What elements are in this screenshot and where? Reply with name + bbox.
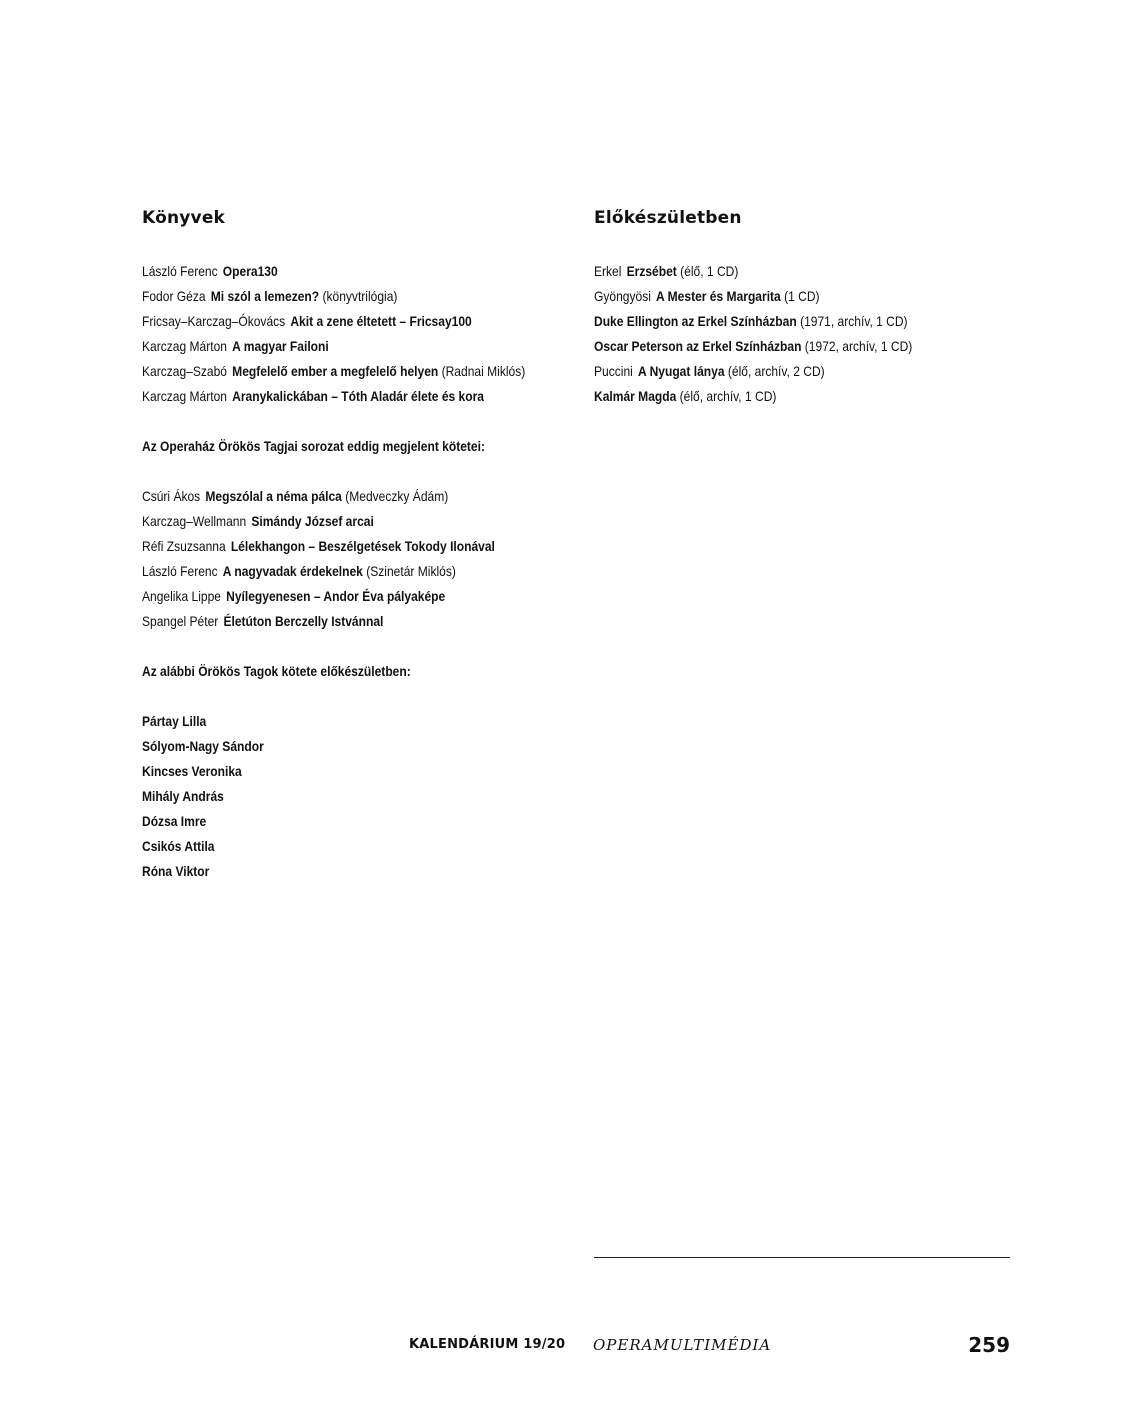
series-author: Angelika Lippe (142, 588, 221, 604)
book-title: Aranykalickában – Tóth Aladár élete és kora (232, 388, 484, 404)
book-author: Fodor Géza (142, 288, 206, 304)
book-author: László Ferenc (142, 263, 218, 279)
footer-calendar-label: KALENDÁRIUM 19/20 (409, 1337, 566, 1352)
book-author: Karczag–Szabó (142, 363, 228, 379)
media-item (594, 384, 955, 409)
in-preparation-list (594, 259, 1014, 409)
media-note: (élő, archív, 2 CD) (727, 363, 825, 379)
book-author: Karczag Márton (142, 388, 227, 404)
media-item (594, 309, 955, 334)
media-note: (1 CD) (784, 288, 820, 304)
series-item (142, 584, 520, 609)
upcoming-names-list (142, 709, 582, 884)
book-item (142, 284, 520, 309)
series-title: Nyílegyenesen – Andor Éva pályaképe (226, 588, 446, 604)
series-author: Csúri Ákos (142, 488, 201, 504)
media-title: Erzsébet (626, 263, 677, 279)
book-title: A magyar Failoni (232, 338, 329, 354)
series-item (142, 534, 520, 559)
page-number: 259 (968, 1333, 1010, 1357)
books-list (142, 259, 582, 409)
series-title: Életúton Berczelly Istvánnal (223, 613, 384, 629)
series-title: A nagyvadak érdekelnek (222, 563, 363, 579)
upcoming-name: Sólyom-Nagy Sándor (142, 738, 264, 754)
book-author: Karczag Márton (142, 338, 227, 354)
media-item (594, 334, 955, 359)
series-author: Spangel Péter (142, 613, 219, 629)
series-list (142, 484, 582, 634)
upcoming-name: Csikós Attila (142, 838, 215, 854)
upcoming-heading: Az alábbi Örökös Tagok kötete előkészületben: (142, 663, 411, 679)
series-note: (Medveczky Ádám) (345, 488, 449, 504)
media-item (594, 284, 955, 309)
book-item (142, 384, 520, 409)
books-column (142, 207, 582, 909)
upcoming-name: Kincses Veronika (142, 763, 242, 779)
book-note: (Radnai Miklós) (441, 363, 526, 379)
in-preparation-heading: Előkészületben (594, 208, 742, 228)
media-note: (1971, archív, 1 CD) (800, 313, 908, 329)
media-title: A Nyugat lánya (637, 363, 725, 379)
book-title: Akit a zene éltetett – Fricsay100 (290, 313, 472, 329)
media-composer: Gyöngyösi (594, 288, 651, 304)
in-preparation-column (594, 207, 1014, 434)
media-title: A Mester és Margarita (656, 288, 781, 304)
series-title: Simándy József arcai (251, 513, 374, 529)
series-heading: Az Operaház Örökös Tagjai sorozat eddig megjelent kötetei: (142, 438, 485, 454)
book-title: Megfelelő ember a megfelelő helyen (232, 363, 439, 379)
media-note: (1972, archív, 1 CD) (804, 338, 913, 354)
media-title: Kalmár Magda (594, 388, 677, 404)
book-item (142, 334, 520, 359)
series-title: Lélekhangon – Beszélgetések Tokody Ilonával (230, 538, 495, 554)
series-item (142, 559, 520, 584)
footer-section-label: OPERAMULTIMÉDIA (593, 1336, 772, 1354)
media-item (594, 259, 955, 284)
series-item (142, 484, 520, 509)
upcoming-name: Mihály András (142, 788, 224, 804)
media-composer: Puccini (594, 363, 633, 379)
book-item (142, 309, 520, 334)
series-title: Megszólal a néma pálca (205, 488, 342, 504)
book-author: Fricsay–Karczag–Ókovács (142, 313, 286, 329)
upcoming-name: Dózsa Imre (142, 813, 207, 829)
footer-rule (594, 1257, 1010, 1258)
book-note: (könyvtrilógia) (322, 288, 398, 304)
book-title: Mi szól a lemezen? (210, 288, 320, 304)
media-item (594, 359, 955, 384)
books-heading: Könyvek (142, 208, 226, 228)
series-author: Réfi Zsuzsanna (142, 538, 226, 554)
series-item (142, 509, 520, 534)
media-note: (élő, 1 CD) (680, 263, 739, 279)
upcoming-name: Pártay Lilla (142, 713, 207, 729)
series-author: László Ferenc (142, 563, 218, 579)
media-title: Duke Ellington az Erkel Színházban (594, 313, 797, 329)
series-note: (Szinetár Miklós) (366, 563, 456, 579)
book-item (142, 359, 526, 384)
media-note: (élő, archív, 1 CD) (679, 388, 777, 404)
series-item (142, 609, 520, 634)
book-title: Opera130 (222, 263, 278, 279)
upcoming-name: Róna Viktor (142, 863, 210, 879)
series-author: Karczag–Wellmann (142, 513, 247, 529)
book-item (142, 259, 520, 284)
media-composer: Erkel (594, 263, 622, 279)
media-title: Oscar Peterson az Erkel Színházban (594, 338, 802, 354)
